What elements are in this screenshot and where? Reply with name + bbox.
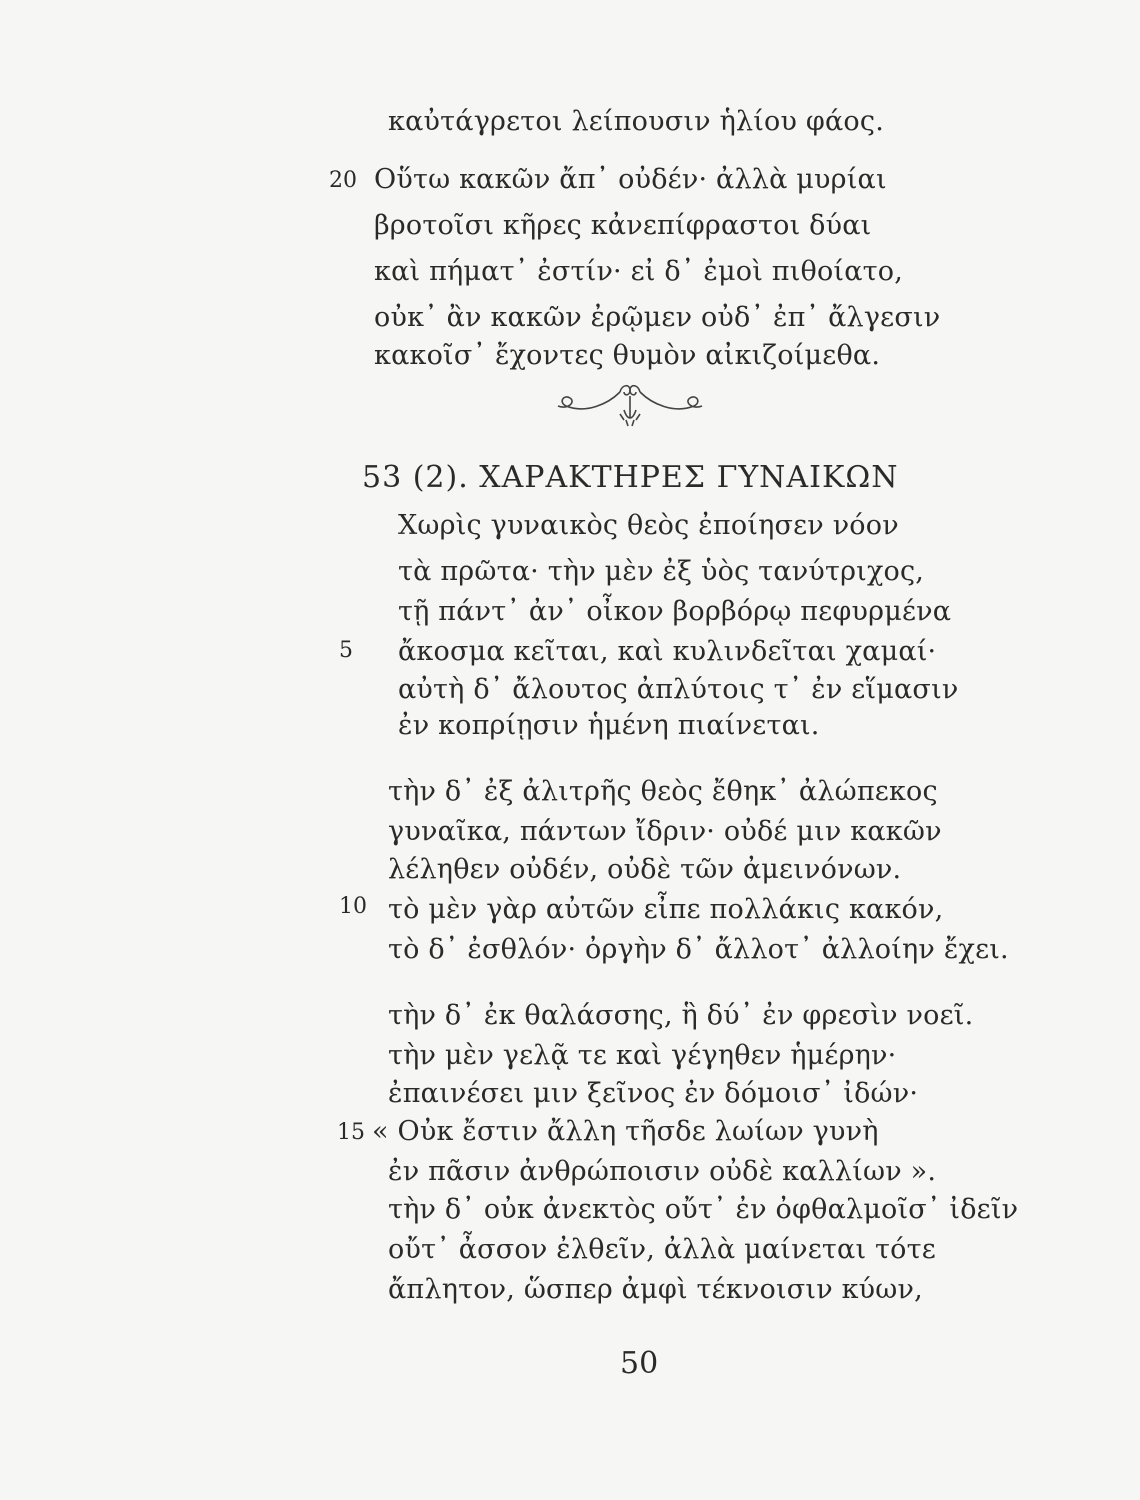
verse-line: τὸ μὲν γὰρ αὐτῶν εἶπε πολλάκις κακόν,: [388, 894, 944, 925]
verse-line: τὴν δ᾽ ἐξ ἀλιτρῆς θεὸς ἔθηκ᾽ ἀλώπεκος: [388, 776, 938, 807]
verse-line: τὴν δ᾽ ἐκ θαλάσσης, ἣ δύ᾽ ἐν φρεσὶν νοεῖ.: [388, 1000, 974, 1031]
line-number: 20: [329, 168, 357, 193]
verse-line: βροτοῖσι κῆρες κἀνεπίφραστοι δύαι: [374, 210, 872, 241]
page-number: 50: [620, 1346, 659, 1381]
verse-line: καὶ πήματ᾽ ἐστίν· εἰ δ᾽ ἐμοὶ πιθοίατο,: [374, 256, 904, 287]
verse-line: Χωρὶς γυναικὸς θεὸς ἐποίησεν νόον: [398, 510, 899, 541]
line-number: 5: [339, 638, 353, 663]
verse-line: ἄκοσμα κεῖται, καὶ κυλινδεῖται χαμαί·: [398, 636, 937, 667]
verse-line: κακοῖσ᾽ ἔχοντες θυμὸν αἰκιζοίμεθα.: [374, 340, 881, 371]
verse-line: τὴν μὲν γελᾷ τε καὶ γέγηθεν ἡμέρην·: [388, 1040, 897, 1071]
line-number: 10: [339, 894, 367, 919]
fleuron-ornament-icon: [550, 380, 710, 428]
verse-line: γυναῖκα, πάντων ἴδριν· οὐδέ μιν κακῶν: [388, 816, 942, 847]
verse-line: « Οὐκ ἔστιν ἄλλη τῆσδε λωίων γυνὴ: [372, 1116, 879, 1147]
section-heading: 53 (2). ΧΑΡΑΚΤΗΡΕΣ ΓΥΝΑΙΚΩΝ: [362, 460, 899, 495]
verse-line: καὐτάγρετοι λείπουσιν ἡλίου φάος.: [388, 106, 884, 137]
verse-line: τὰ πρῶτα· τὴν μὲν ἐξ ὑὸς τανύτριχος,: [398, 556, 925, 587]
verse-line: ἄπλητον, ὥσπερ ἀμφὶ τέκνοισιν κύων,: [388, 1274, 923, 1305]
verse-line: λέληθεν οὐδέν, οὐδὲ τῶν ἀμεινόνων.: [388, 854, 902, 885]
line-number: 15: [337, 1120, 365, 1145]
verse-line: τὸ δ᾽ ἐσθλόν· ὀργὴν δ᾽ ἄλλοτ᾽ ἀλλοίην ἔχει.: [388, 934, 1009, 965]
verse-line: τὴν δ᾽ οὐκ ἀνεκτὸς οὔτ᾽ ἐν ὀφθαλμοῖσ᾽ ἰδεῖν: [388, 1194, 1019, 1225]
verse-line: ἐπαινέσει μιν ξεῖνος ἐν δόμοισ᾽ ἰδών·: [388, 1078, 919, 1109]
verse-line: τῇ πάντ᾽ ἀν᾽ οἶκον βορβόρῳ πεφυρμένα: [398, 596, 952, 627]
verse-line: ἐν πᾶσιν ἀνθρώποισιν οὐδὲ καλλίων ».: [388, 1156, 937, 1187]
verse-line: Οὕτω κακῶν ἄπ᾽ οὐδέν· ἀλλὰ μυρίαι: [374, 164, 887, 195]
verse-line: οὐκ᾽ ἂν κακῶν ἐρῷμεν οὐδ᾽ ἐπ᾽ ἄλγεσιν: [374, 302, 941, 333]
verse-line: ἐν κοπρίῃσιν ἡμένη πιαίνεται.: [398, 710, 820, 741]
verse-line: αὐτὴ δ᾽ ἄλουτος ἀπλύτοις τ᾽ ἐν εἵμασιν: [398, 674, 959, 705]
verse-line: οὔτ᾽ ἆσσον ἐλθεῖν, ἀλλὰ μαίνεται τότε: [388, 1234, 936, 1265]
